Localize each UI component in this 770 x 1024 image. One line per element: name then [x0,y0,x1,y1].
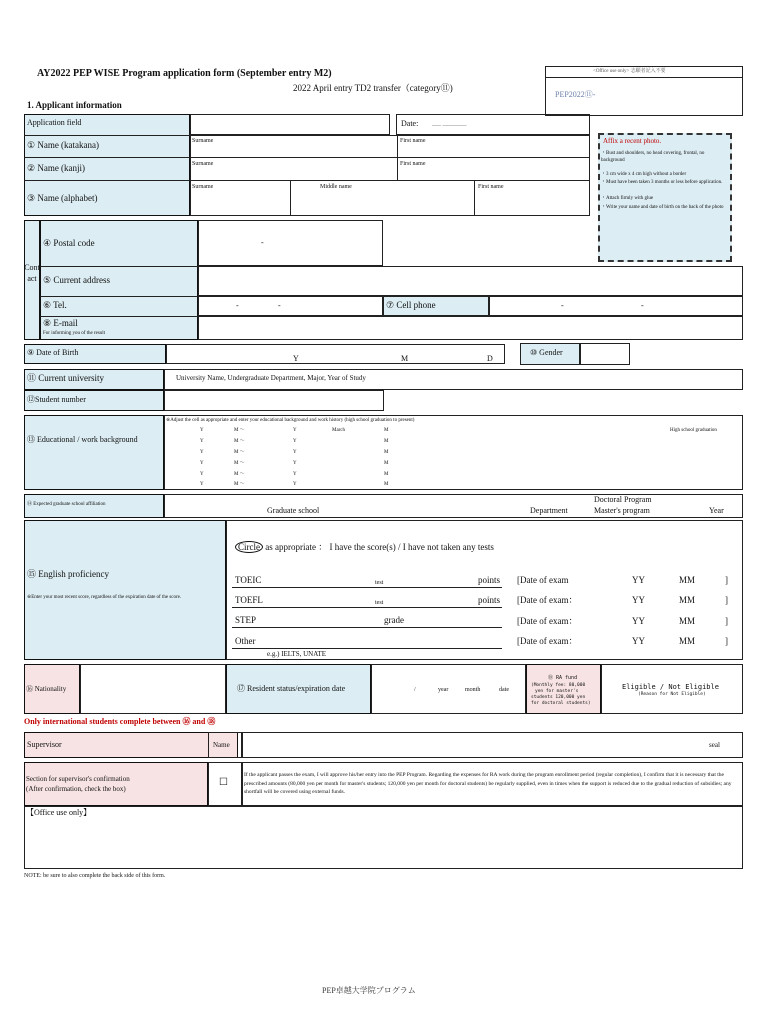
cell-phone-input[interactable] [489,296,743,316]
expected-year: Year [709,506,724,515]
office-use-label: <Office use only> 志願者記入不要 [593,69,666,74]
edu-row6-y2: Y [293,482,297,487]
test-close-step: ] [725,616,728,626]
photo-rule-3: ・Must have been taken 3 months or less before application. [601,180,723,185]
english-label-cell [24,520,226,660]
tel-input[interactable] [198,296,383,316]
confirm-label-line2: (After confirmation, check the box) [26,785,126,793]
contact-label: Contact [24,263,40,284]
english-input-area[interactable] [226,520,743,660]
edu-row2-y: Y [200,439,204,444]
test-name-toeic: TOEIC [235,575,262,585]
confirm-label-cell [24,762,208,806]
edu-row1-m: M ～ [234,428,245,433]
test-mm-toefl: MM [679,595,696,605]
test-mid-toeic: test [375,580,384,586]
nationality-label: ⑯ Nationality [26,685,67,693]
edu-row4-y: Y [200,461,204,466]
test-date-other: [Date of exam： [517,636,578,646]
resident-label: ⑰ Resident status/expiration date [237,684,346,693]
ra-fund-title: ⑱ RA fund [548,675,578,681]
office-use-code: PEP2022⑪- [555,90,596,99]
ra-fund-line3: students 120,000 yen [531,695,586,700]
edu-row1-y2: Y [293,428,297,433]
eligible-reason: (Reason for Not Eligible) [638,692,706,697]
edu-row1-y: Y [200,428,204,433]
edu-row5-m: M ～ [234,472,245,477]
ra-fund-line4: for doctoral students) [531,701,591,706]
test-mm-other: MM [679,636,696,646]
gender-input[interactable] [580,343,630,365]
katakana-firstname[interactable]: First name [400,138,426,144]
postal-code-label: ④ Postal code [43,238,95,248]
edu-row4-m: M ～ [234,461,245,466]
supervisor-name-input[interactable] [242,732,743,758]
gender-label: ⑩ Gender [530,348,563,357]
name-kanji-label: ② Name (kanji) [27,163,86,173]
dob-m: M [401,354,409,363]
katakana-surname[interactable]: Surname [192,138,214,144]
photo-rule-2: ・3 cm wide x 4 cm high without a border [601,172,687,177]
hs-graduation: High school graduation [670,428,717,433]
edu-row6-m: M ～ [234,482,245,487]
edu-row2-m2: M [384,439,389,444]
address-label: ⑤ Current address [43,275,111,285]
cell-dash-2: - [641,301,644,310]
university-label: ⑪ Current university [27,373,104,383]
resident-slash: / [414,687,416,693]
supervisor-label: Supervisor [27,740,62,749]
dob-input[interactable] [166,344,505,364]
english-instruction: as appropriate ： I have the score(s) / I have not taken any tests [263,542,494,552]
dob-d: D [487,354,493,363]
edu-row3-y2: Y [293,450,297,455]
expected-input[interactable] [164,494,743,518]
edu-row3-m: M ～ [234,450,245,455]
form-subtitle: 2022 April entry TD2 transfer（category⑪) [293,83,453,93]
resident-month: month [465,687,481,693]
test-close-toeic: ] [725,575,728,585]
application-field-input[interactable] [190,114,390,135]
email-note: For informing you of the result [43,331,106,336]
education-label-cell [24,415,164,490]
name-fields-grid [190,135,590,216]
section-heading: 1. Applicant information [27,100,122,110]
test-unit-step: grade [384,615,404,625]
program-name: PEP卓越大学院プログラム [322,986,416,995]
edu-row1-march: March [332,428,346,433]
application-field-label: Application field [27,118,82,127]
education-label: ⑬ Educational / work background [27,435,138,444]
resident-year: year [438,687,449,693]
dob-y: Y [293,354,299,363]
nationality-input[interactable] [80,664,226,714]
edu-row4-m2: M [384,461,389,466]
supervisor-seal: seal [709,741,720,749]
education-note: ※Adjust the cell as appropriate and enter your educational background and work history (high school graduation to present) [166,418,415,423]
test-close-toefl: ] [725,595,728,605]
office-use-heading: 【Office use only】 [26,808,92,817]
supervisor-name-label: Name [213,741,230,749]
graduate-school: Graduate school [267,506,320,515]
date-label: Date: [401,119,419,128]
test-date-step: [Date of exam： [517,616,578,626]
confirm-label-line1: Section for supervisor's confirmation [26,775,130,783]
edu-row2-m: M ～ [234,439,245,444]
edu-row5-y2: Y [293,472,297,477]
department: Department [530,506,568,515]
education-input[interactable] [164,415,743,490]
office-use-area [24,806,743,869]
test-yy-toefl: YY [632,595,645,605]
tel-label: ⑥ Tel. [43,300,67,310]
edu-row4-y2: Y [293,461,297,466]
masters-program: Master's program [594,506,650,515]
confirm-checkbox[interactable]: ☐ [219,777,228,788]
date-input[interactable] [396,114,590,135]
name-alphabet-label: ③ Name (alphabet) [27,193,98,203]
edu-row5-m2: M [384,472,389,477]
kanji-firstname[interactable]: First name [400,161,426,167]
circle-word: Circle [235,541,263,553]
edu-row6-m2: M [384,482,389,487]
photo-rule-1: ・Bust and shoulders, no head covering, frontal, no background [601,151,705,163]
test-yy-toeic: YY [632,575,645,585]
test-date-toefl: [Date of exam： [517,595,578,605]
photo-title: Affix a recent photo. [603,137,662,145]
test-name-step: STEP [235,615,257,625]
email-input[interactable] [198,316,743,340]
test-unit-toeic: points [478,575,501,585]
only-international-note: Only international students complete between ⑯ and ⑱ [24,717,216,726]
ra-fund-line1: (Monthly fee: 80,000 [531,683,586,688]
university-hint: University Name, Undergraduate Department, Major, Year of Study [176,374,366,382]
photo-rule-5: ・Write your name and date of birth on the back of the photo [601,205,724,210]
dob-label: ⑨ Date of Birth [27,348,79,357]
student-number-input[interactable] [164,390,384,411]
footer-note: NOTE: be sure to also complete the back side of this form. [24,873,166,879]
edu-row3-y: Y [200,450,204,455]
edu-row2-y2: Y [293,439,297,444]
other-example: e.g.) IELTS, UNATE [267,650,327,658]
student-number-label: ⑫Student number [27,395,86,404]
cell-phone-label: ⑦ Cell phone [386,300,436,310]
address-input[interactable] [198,266,743,296]
ra-fund-line2: yen for master's [535,689,579,694]
expected-label: ⑭ Expected graduate school affiliation [27,502,106,507]
edu-row6-y: Y [200,482,204,487]
resident-date: date [499,687,509,693]
alphabet-surname[interactable]: Surname [192,184,214,190]
edu-row5-y: Y [200,472,204,477]
tel-dash-1: - [236,301,239,310]
doctoral-program: Doctoral Program [594,495,652,504]
test-yy-other: YY [632,636,645,646]
test-name-toefl: TOEFL [235,595,263,605]
test-unit-toefl: points [478,595,501,605]
test-mm-toeic: MM [679,575,696,585]
postal-dash: - [261,238,264,247]
postal-code-input[interactable] [198,220,383,266]
tel-dash-2: - [278,301,281,310]
form-title: AY2022 PEP WISE Program application form (September entry M2) [37,68,332,79]
english-circle-instruction [235,543,494,552]
test-yy-step: YY [632,616,645,626]
edu-row3-m2: M [384,450,389,455]
test-date-toeic: [Date of exam [517,575,569,585]
date-placeholder: ___ ________ [432,121,467,127]
test-close-other: ] [725,636,728,646]
test-mm-step: MM [679,616,696,626]
test-name-other: Other [235,636,256,646]
test-mid-toefl: test [375,600,384,606]
cell-dash-1: - [561,301,564,310]
confirm-statement: If the applicant passes the exam, I will approve his/her entry into the PEP Program. Regarding the expenses for RA work during the program enrollment period (regular completion), I confirm that it is necessary that the prescribed amounts (80,000 yen per month for master's students; 120,000 yen per month for doctoral students) be regularly supplied, even in times when the support is reduced due to the gradual reduction of subsidies; any shortfall will be covered using external funds. [244,772,732,796]
alphabet-middlename[interactable]: Middle name [320,184,352,190]
alphabet-firstname[interactable]: First name [478,184,504,190]
photo-rule-4: ・Attach firmly with glue [601,196,654,201]
name-katakana-label: ① Name (katakana) [27,140,100,150]
english-note: ※Enter your most recent score, regardless of the expiration date of the score. [27,595,182,600]
email-label: ⑧ E-mail [43,318,78,328]
eligible-options[interactable]: Eligible / Not Eligible [622,683,719,691]
edu-row1-m2: M [384,428,389,433]
kanji-surname[interactable]: Surname [192,161,214,167]
english-label: ⑮ English proficiency [27,569,109,579]
